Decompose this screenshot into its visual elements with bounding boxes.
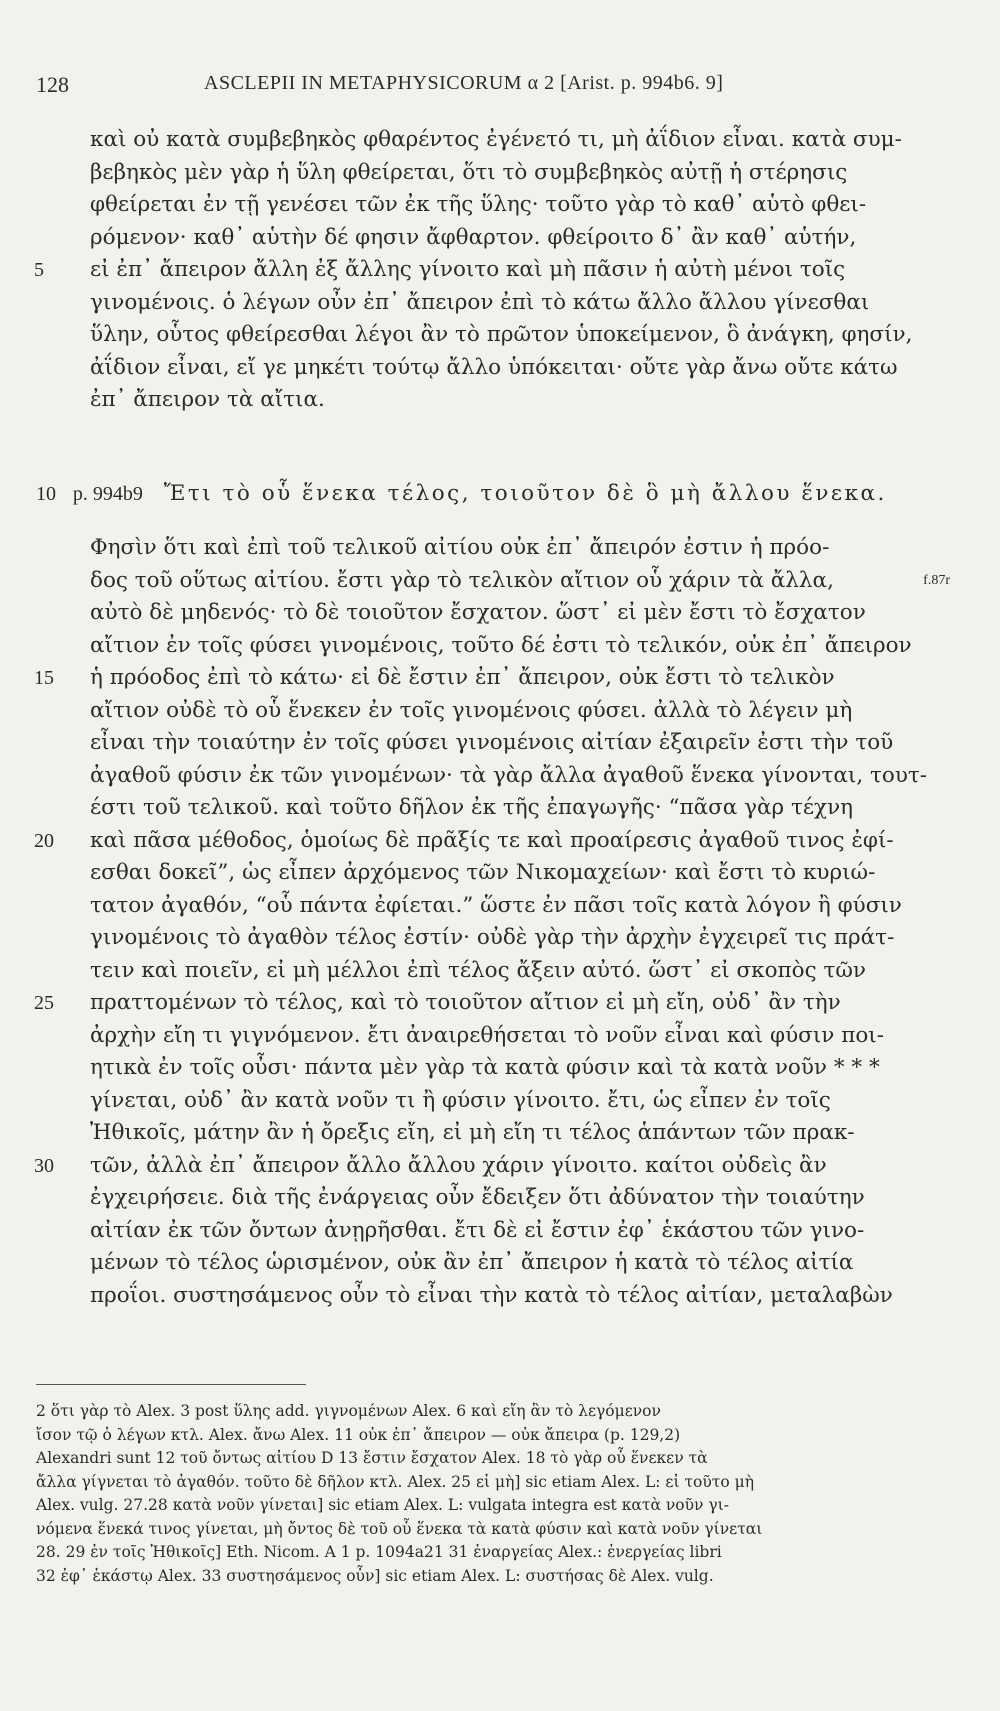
line-text: εσθαι δοκεῖ”, ὡς εἶπεν ἀρχόμενος τῶν Νικομαχείων· καὶ ἔστι τὸ κυριώ- [90, 860, 876, 885]
text-line [34, 987, 928, 1020]
text-line [90, 857, 928, 890]
commentary-text-block-1 [34, 124, 928, 417]
line-text: πραττομένων τὸ τέλος, καὶ τὸ τοιοῦτον αἴτιον εἰ μὴ εἴη, οὐδ᾽ ἂν τὴν [90, 990, 841, 1015]
footnote-line: ἄλλα γίγνεται τὸ ἀγαθόν. τοῦτο δὲ δῆλον κτλ. Alex. 25 εἰ μὴ] sic etiam Alex. L: εἰ τοῦτο μὴ [36, 1472, 754, 1491]
text-line [90, 922, 928, 955]
text-line [90, 1182, 928, 1215]
line-text: ρόμενον· καθ᾽ αὑτὴν δέ φησιν ἄφθαρτον. φθείροιτο δ᾽ ἂν καθ᾽ αὑτήν, [90, 224, 857, 250]
line-number: 15 [34, 667, 54, 689]
line-text: ἐγχειρήσειε. διὰ τῆς ἐνάργειας οὖν ἔδειξεν ὅτι ἀδύνατον τὴν τοιαύτην [90, 1185, 865, 1210]
line-text: γινομένοις. ὁ λέγων οὖν ἐπ᾽ ἄπειρον ἐπὶ τὸ κάτω ἄλλο ἄλλου γίνεσθαι [90, 289, 870, 315]
running-title: ASCLEPII IN METAPHYSICORUM α 2 [Arist. p. 994b6. 9] [204, 72, 724, 94]
lemma-reference: p. 994b9 [72, 483, 143, 505]
text-line [90, 695, 928, 728]
text-line [90, 1280, 928, 1313]
line-text: βεβηκὸς μὲν γὰρ ἡ ὕλη φθείρεται, ὅτι τὸ συμβεβηκὸς αὐτῇ ἡ στέρησις [90, 159, 848, 185]
line-text: γινομένοις τὸ ἀγαθὸν τέλος ἐστίν· οὐδὲ γὰρ τὴν ἀρχὴν ἐγχειρεῖ τις πράτ- [90, 925, 895, 950]
footnote-separator [36, 1384, 306, 1385]
line-text: εἰ ἐπ᾽ ἄπειρον ἄλλη ἐξ ἄλλης γίνοιτο καὶ μὴ πᾶσιν ἡ αὐτὴ μένοι τοῖς [90, 257, 846, 282]
line-text: τειν καὶ ποιεῖν, εἰ μὴ μέλλοι ἐπὶ τέλος ἄξειν αὐτό. ὥστ᾽ εἰ σκοπὸς τῶν [90, 957, 866, 983]
footnote-line: 32 ἐφ᾽ ἑκάστῳ Alex. 33 συστησάμενος οὖν] sic etiam Alex. L: συστήσας δὲ Alex. vulg. [36, 1566, 714, 1585]
critical-apparatus [36, 1400, 946, 1588]
line-text: εἶναι τὴν τοιαύτην ἐν τοῖς φύσει γινομένοις αἰτίαν ἐξαιρεῖν ἐστι τὴν τοῦ [90, 730, 894, 755]
margin-folio-note: f.87r [923, 572, 950, 588]
line-text: γίνεται, οὐδ᾽ ἂν κατὰ νοῦν τι ἢ φύσιν γίνοιτο. ἔτι, ὡς εἶπεν ἐν τοῖς [90, 1087, 831, 1113]
text-line [90, 1085, 928, 1118]
page-header [36, 72, 956, 106]
text-line [90, 384, 928, 417]
line-text: ἐπ᾽ ἄπειρον τὰ αἴτια. [90, 387, 325, 412]
footnote-line: ἴσον τῷ ὁ λέγων κτλ. Alex. ἄνω Alex. 11 οὐκ ἐπ᾽ ἄπειρον — οὐκ ἄπειρα (p. 129,2) [36, 1425, 681, 1444]
line-text: ἀρχὴν εἴη τι γιγνόμενον. ἔτι ἀναιρεθήσεται τὸ νοῦν εἶναι καὶ φύσιν ποι- [90, 1022, 884, 1048]
text-line [90, 1052, 928, 1085]
footnote-line: νόμενα ἕνεκά τινος γίνεται, μὴ ὄντος δὲ τοῦ οὗ ἕνεκα τὰ κατὰ φύσιν καὶ κατὰ νοῦν γίνεται [36, 1519, 763, 1538]
commentary-text-block-2 [34, 532, 950, 1312]
footnote-line: Alex. vulg. 27.28 κατὰ νοῦν γίνεται] sic etiam Alex. L: vulgata integra est κατὰ νοῦν γι- [36, 1496, 729, 1514]
line-text: αὐτὸ δὲ μηδενός· τὸ δὲ τοιοῦτον ἔσχατον. ὥστ᾽ εἰ μὲν ἔστι τὸ ἔσχατον [90, 600, 866, 625]
lemma-text: Ἔτι τὸ οὗ ἕνεκα τέλος, τοιοῦτον δὲ ὃ μὴ ἄλλου ἕνεκα. [163, 481, 887, 506]
line-text: ἀγαθοῦ φύσιν ἐκ τῶν γινομένων· τὰ γὰρ ἄλλα ἀγαθοῦ ἕνεκα γίνονται, τουτ- [90, 762, 928, 788]
text-line [90, 1215, 928, 1248]
text-line [90, 1117, 928, 1150]
line-text: καὶ πᾶσα μέθοδος, ὁμοίως δὲ πρᾶξίς τε καὶ προαίρεσις ἀγαθοῦ τινος ἐφί- [90, 827, 894, 853]
line-text: ἀΐδιον εἶναι, εἴ γε μηκέτι τούτῳ ἄλλο ὑπόκειται· οὔτε γὰρ ἄνω οὔτε κάτω [90, 354, 898, 380]
line-text: αἴτιον ἐν τοῖς φύσει γινομένοις, τοῦτο δέ ἐστι τὸ τελικόν, οὐκ ἐπ᾽ ἄπειρον [90, 632, 912, 658]
line-text: ἡ πρόοδος ἐπὶ τὸ κάτω· εἰ δὲ ἔστιν ἐπ᾽ ἄπειρον, οὐκ ἔστι τὸ τελικὸν [90, 665, 835, 690]
line-number: 30 [34, 1154, 54, 1177]
footnote-line: 2 ὅτι γὰρ τὸ Alex. 3 post ὕλης add. γιγνομένων Alex. 6 καὶ εἴη ἂν τὸ λεγόμενον [36, 1402, 661, 1420]
line-text: ὕλην, οὗτος φθείρεσθαι λέγοι ἂν τὸ πρῶτον ὑποκείμενον, ὃ ἀνάγκη, φησίν, [90, 322, 913, 347]
footnote-line: 28. 29 ἐν τοῖς Ἠθικοῖς] Eth. Nicom. A 1 p. 1094a21 31 ἐναργείας Alex.: ἐνεργείας libri [36, 1543, 722, 1561]
line-text: Φησὶν ὅτι καὶ ἐπὶ τοῦ τελικοῦ αἰτίου οὐκ ἐπ᾽ ἄπειρόν ἐστιν ἡ πρόο- [90, 535, 830, 560]
text-line [90, 287, 928, 320]
line-text: καὶ οὐ κατὰ συμβεβηκὸς φθαρέντος ἐγένετό τι, μὴ ἀΐδιον εἶναι. κατὰ συμ- [90, 127, 902, 152]
lemma-line [36, 478, 887, 511]
line-number: 5 [34, 259, 44, 281]
text-line [90, 319, 928, 352]
text-line [90, 597, 928, 630]
line-text: φθείρεται ἐν τῇ γενέσει τῶν ἐκ τῆς ὕλης· τοῦτο γὰρ τὸ καθ᾽ αὑτὸ φθει- [90, 192, 867, 217]
text-line [34, 662, 928, 695]
text-line [90, 565, 950, 598]
text-line [90, 955, 928, 988]
footnote-line: Alexandri sunt 12 τοῦ ὄντως αἰτίου D 13 ἔστιν ἔσχατον Alex. 18 τὸ γὰρ οὗ ἕνεκεν τὰ [36, 1449, 708, 1467]
text-line [90, 189, 928, 222]
line-text: αἴτιον οὐδὲ τὸ οὗ ἕνεκεν ἐν τοῖς γινομένοις φύσει. ἀλλὰ τὸ λέγειν μὴ [90, 697, 853, 723]
text-line [90, 532, 928, 565]
text-line [90, 1020, 928, 1053]
text-line [90, 157, 928, 190]
text-line [90, 124, 928, 157]
line-text: μένων τὸ τέλος ὡρισμένον, οὐκ ἂν ἐπ᾽ ἄπειρον ἡ κατὰ τὸ τέλος αἰτία [90, 1250, 854, 1275]
text-line [90, 792, 928, 825]
text-line [34, 254, 928, 287]
line-text: τατον ἀγαθόν, “οὗ πάντα ἐφίεται.” ὥστε ἐν πᾶσι τοῖς κατὰ λόγον ἢ φύσιν [90, 892, 902, 918]
line-text: αἰτίαν ἐκ τῶν ὄντων ἀνῃρῆσθαι. ἔτι δὲ εἰ ἔστιν ἐφ᾽ ἑκάστου τῶν γινο- [90, 1217, 865, 1243]
text-line [90, 1247, 928, 1280]
line-text: προΐοι. συστησάμενος οὖν τὸ εἶναι τὴν κατὰ τὸ τέλος αἰτίαν, μεταλαβὼν [90, 1282, 893, 1308]
text-line [90, 630, 928, 663]
line-text: ητικὰ ἐν τοῖς οὖσι· πάντα μὲν γὰρ τὰ κατὰ φύσιν καὶ τὰ κατὰ νοῦν * * * [90, 1055, 880, 1080]
line-number: 25 [34, 992, 54, 1014]
line-text: έστι τοῦ τελικοῦ. καὶ τοῦτο δῆλον ἐκ τῆς ἐπαγωγῆς· “πᾶσα γὰρ τέχνη [90, 795, 854, 820]
text-line [90, 760, 928, 793]
text-line [90, 222, 928, 255]
line-text: Ἠθικοῖς, μάτην ἂν ἡ ὄρεξις εἴη, εἰ μὴ εἴη τι τέλος ἁπάντων τῶν πρακ- [90, 1120, 855, 1145]
text-line [90, 352, 928, 385]
text-line [34, 1150, 928, 1183]
line-text: τῶν, ἀλλὰ ἐπ᾽ ἄπειρον ἄλλο ἄλλου χάριν γίνοιτο. καίτοι οὐδεὶς ἂν [90, 1152, 827, 1178]
page-number: 128 [36, 72, 69, 97]
line-number: 20 [34, 829, 54, 852]
text-line [34, 825, 928, 858]
text-line [90, 890, 928, 923]
line-number: 10 [36, 483, 56, 505]
text-line [90, 727, 928, 760]
line-text: δος τοῦ οὕτως αἰτίου. ἔστι γὰρ τὸ τελικὸν αἴτιον οὗ χάριν τὰ ἄλλα, [90, 567, 834, 593]
